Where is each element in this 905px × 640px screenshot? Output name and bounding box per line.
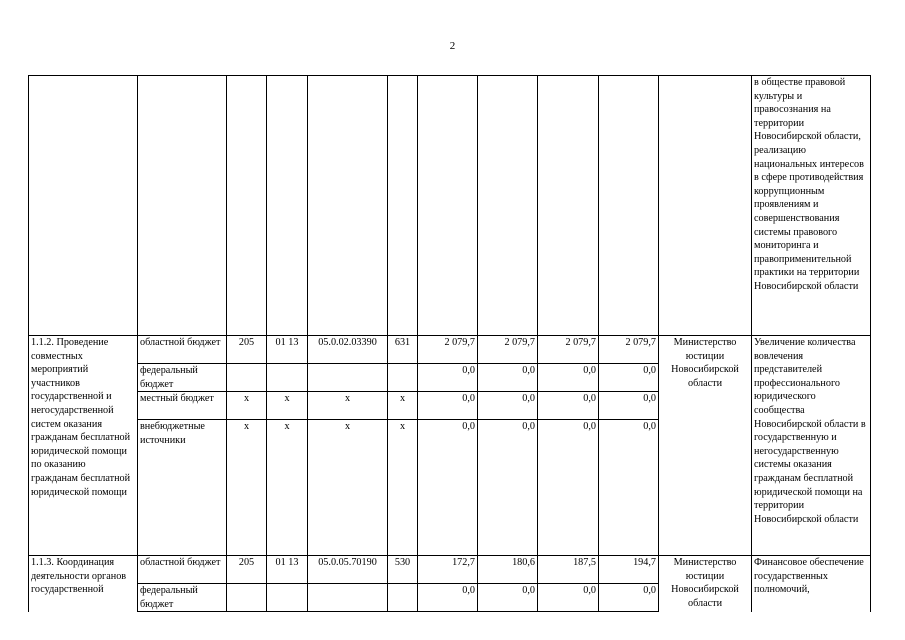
executor-cell: Министерство юстиции Новосибирской области	[659, 336, 752, 556]
amount-year3-cell: 0,0	[538, 584, 599, 612]
activity-name-cell: 1.1.2. Проведение совместных мероприятий участников государственной и негосударственной систем оказания гражданам бесплатной юридической помощи по оказанию гражданам бесплатной юридической помощи	[29, 336, 138, 556]
executor-cell: Министерство юстиции Новосибирской области	[659, 556, 752, 612]
amount-year4-cell: 2 079,7	[599, 336, 659, 364]
expected-result-cell: в обществе правовой культуры и правосознания на территории Новосибирской области, реализацию национальных интересов в сфере противодействия коррупционным проявлениям и совершенствования системы правового мониторинга и правоприменительной практики на территории Новосибирской области	[752, 76, 871, 336]
csr-cell: 05.0.05.70190	[308, 556, 388, 584]
expected-result-cell: Финансовое обеспечение государственных полномочий,	[752, 556, 871, 612]
funding-source-cell: областной бюджет	[138, 556, 227, 584]
funding-source-cell: местный бюджет	[138, 392, 227, 420]
vr-cell: x	[388, 420, 418, 556]
table-row	[29, 336, 871, 364]
grbs-cell	[227, 364, 267, 392]
amount-year4-cell: 0,0	[599, 364, 659, 392]
amount-year1-cell: 2 079,7	[418, 336, 478, 364]
csr-cell: x	[308, 392, 388, 420]
grbs-cell: x	[227, 420, 267, 556]
grbs-cell: 205	[227, 336, 267, 364]
amount-year2-cell: 2 079,7	[478, 336, 538, 364]
amount-year3-cell: 2 079,7	[538, 336, 599, 364]
expected-result-cell: Увеличение количества вовлечения представителей профессионального юридического сообщества Новосибирской области в государственную и негосударственную системы оказания гражданам бесплатной юридической помощи на территории Новосибирской области	[752, 336, 871, 556]
amount-year4-cell: 0,0	[599, 584, 659, 612]
grbs-cell	[227, 584, 267, 612]
csr-cell: 05.0.02.03390	[308, 336, 388, 364]
amount-year2-cell: 0,0	[478, 364, 538, 392]
amount-year4-cell: 194,7	[599, 556, 659, 584]
vr-cell: 530	[388, 556, 418, 584]
amount-year3-cell: 187,5	[538, 556, 599, 584]
rzpr-cell	[267, 584, 308, 612]
amount-year3-cell: 0,0	[538, 420, 599, 556]
csr-cell: x	[308, 420, 388, 556]
amount-year3-cell: 0,0	[538, 364, 599, 392]
funding-source-cell: внебюджетные источники	[138, 420, 227, 556]
amount-year4-cell: 0,0	[599, 420, 659, 556]
vr-cell	[388, 364, 418, 392]
rzpr-cell: 01 13	[267, 336, 308, 364]
funding-source-cell: федеральный бюджет	[138, 364, 227, 392]
rzpr-cell	[267, 364, 308, 392]
funding-source-cell: федеральный бюджет	[138, 584, 227, 612]
amount-year2-cell: 0,0	[478, 392, 538, 420]
table-row	[29, 556, 871, 584]
vr-cell: x	[388, 392, 418, 420]
amount-year2-cell: 0,0	[478, 420, 538, 556]
amount-year4-cell: 0,0	[599, 392, 659, 420]
grbs-cell: x	[227, 392, 267, 420]
amount-year1-cell: 0,0	[418, 392, 478, 420]
table-row-continuation	[29, 76, 871, 336]
amount-year2-cell: 0,0	[478, 584, 538, 612]
amount-year1-cell: 172,7	[418, 556, 478, 584]
amount-year1-cell: 0,0	[418, 420, 478, 556]
rzpr-cell: x	[267, 392, 308, 420]
amount-year2-cell: 180,6	[478, 556, 538, 584]
program-activities-table	[28, 75, 871, 612]
amount-year3-cell: 0,0	[538, 392, 599, 420]
grbs-cell: 205	[227, 556, 267, 584]
csr-cell	[308, 364, 388, 392]
amount-year1-cell: 0,0	[418, 584, 478, 612]
rzpr-cell: x	[267, 420, 308, 556]
vr-cell	[388, 584, 418, 612]
amount-year1-cell: 0,0	[418, 364, 478, 392]
activity-name-cell: 1.1.3. Координация деятельности органов государственной	[29, 556, 138, 612]
page-number: 2	[449, 40, 456, 52]
csr-cell	[308, 584, 388, 612]
rzpr-cell: 01 13	[267, 556, 308, 584]
vr-cell: 631	[388, 336, 418, 364]
funding-source-cell: областной бюджет	[138, 336, 227, 364]
